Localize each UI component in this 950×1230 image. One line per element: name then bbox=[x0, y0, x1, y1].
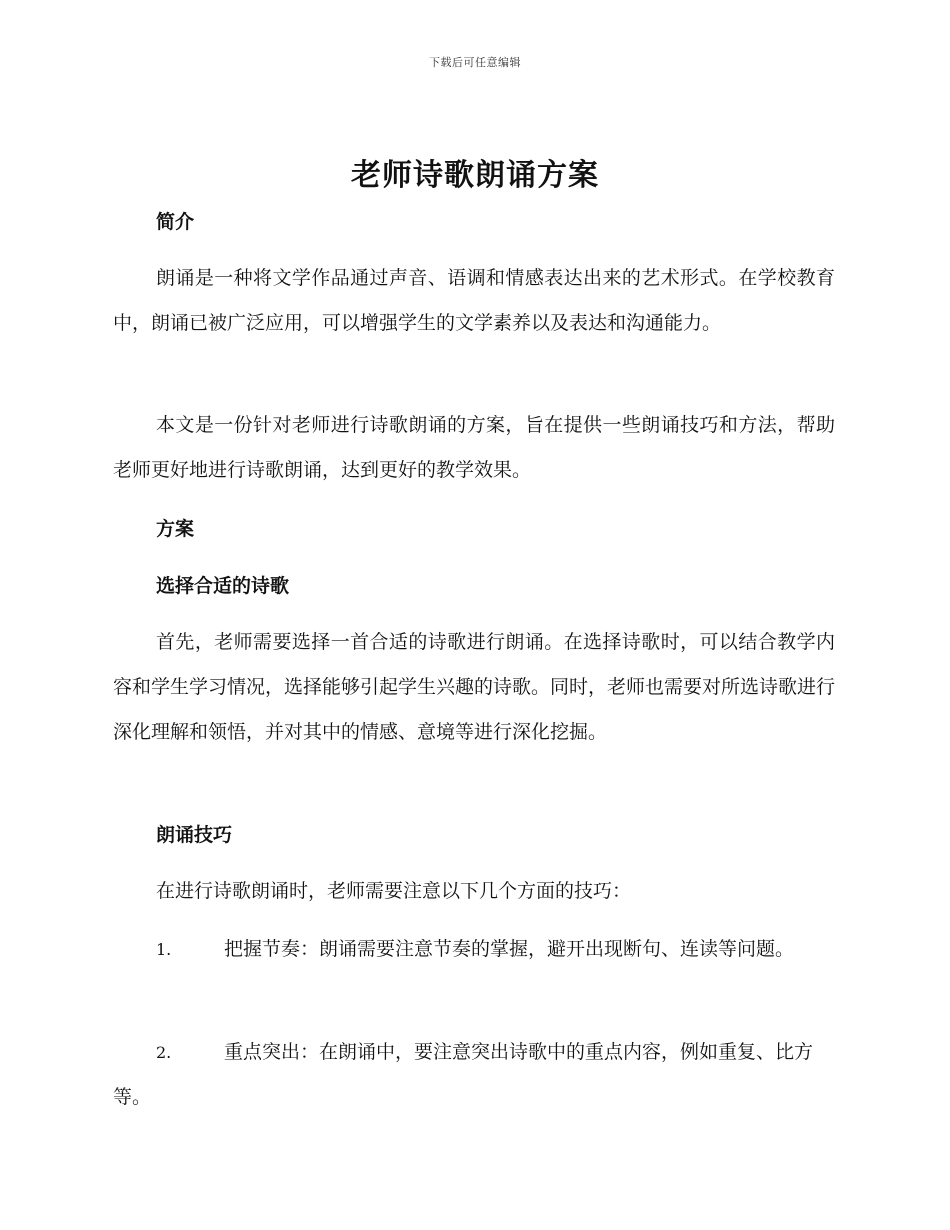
plan-heading: 方案 bbox=[156, 518, 195, 540]
list-item bbox=[113, 927, 835, 972]
list-item-number: 1. bbox=[156, 940, 172, 959]
choose-poem-paragraph: 首先，老师需要选择一首合适的诗歌进行朗诵。在选择诗歌时，可以结合教学内容和学生学习情况，选择能够引起学生兴趣的诗歌。同时，老师也需要对所选诗歌进行深化理解和领悟，并对其中的情感、意境等进行深化挖掘。 bbox=[113, 631, 836, 743]
list-item-number: 2. bbox=[156, 1043, 172, 1062]
document-title: 老师诗歌朗诵方案 bbox=[351, 158, 599, 193]
choose-poem-heading: 选择合适的诗歌 bbox=[156, 575, 290, 597]
list-item-text: 重点突出：在朗诵中，要注意突出诗歌中的重点内容，例如重复、比方等。 bbox=[113, 1041, 814, 1108]
list-item-text: 把握节奏：朗诵需要注意节奏的掌握，避开出现断句、连读等问题。 bbox=[224, 938, 795, 960]
intro-paragraph-1: 朗诵是一种将文学作品通过声音、语调和情感表达出来的艺术形式。在学校教育中，朗诵已被广泛应用，可以增强学生的文学素养以及表达和沟通能力。 bbox=[113, 267, 835, 334]
skills-intro-paragraph: 在进行诗歌朗诵时，老师需要注意以下几个方面的技巧： bbox=[156, 880, 632, 902]
skills-heading: 朗诵技巧 bbox=[156, 824, 233, 846]
list-item bbox=[113, 1030, 835, 1120]
intro-paragraph-2: 本文是一份针对老师进行诗歌朗诵的方案，旨在提供一些朗诵技巧和方法，帮助老师更好地进行诗歌朗诵，达到更好的教学效果。 bbox=[113, 414, 835, 481]
intro-heading: 简介 bbox=[156, 211, 195, 233]
header-note: 下载后可任意编辑 bbox=[429, 56, 521, 69]
